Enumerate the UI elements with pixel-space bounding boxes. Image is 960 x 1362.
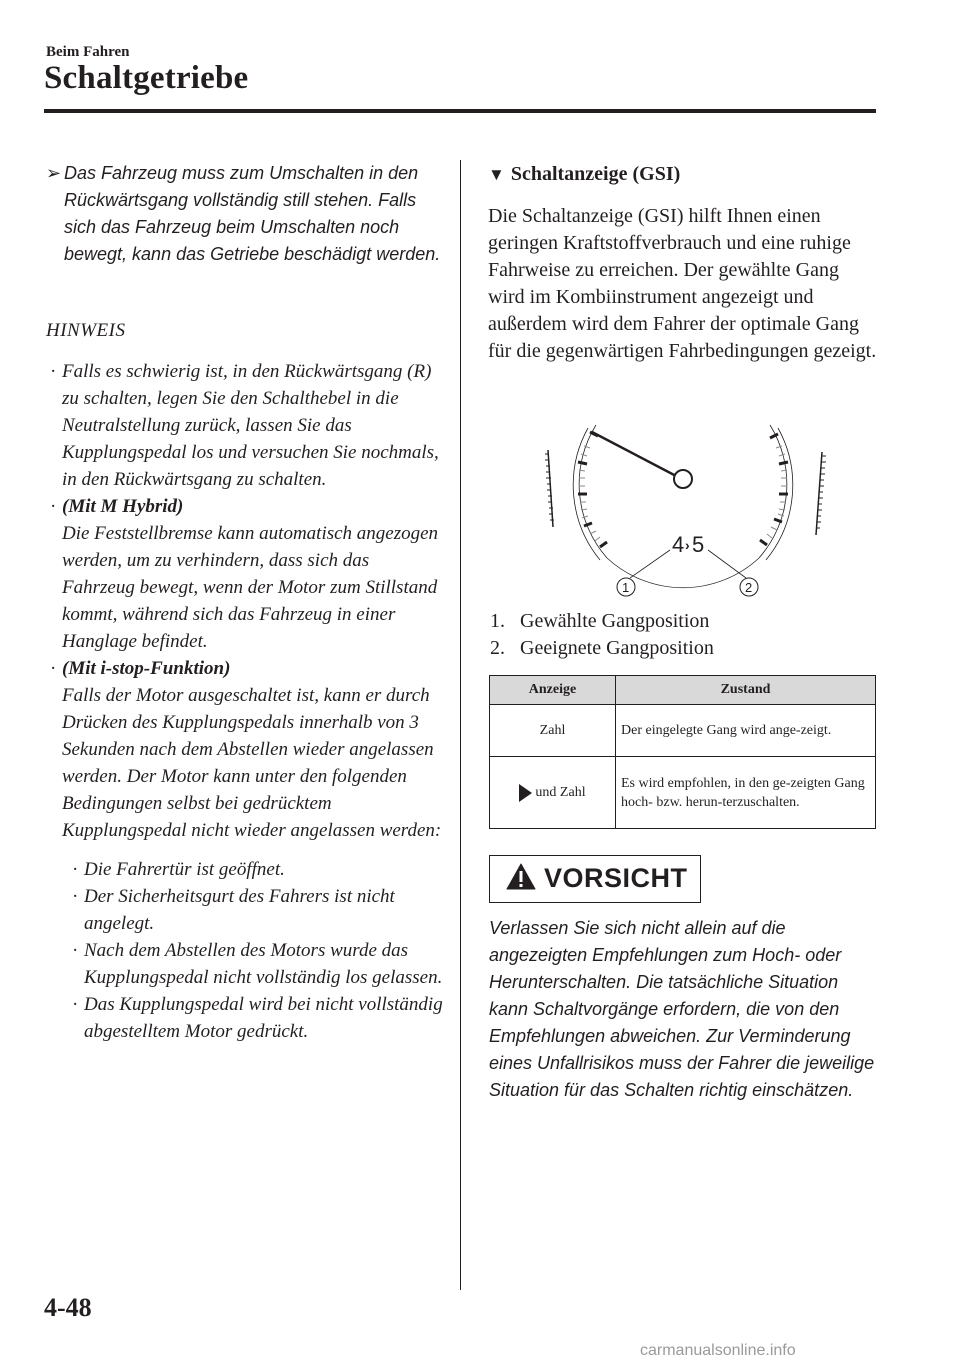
legend-label: Gewählte Gangposition — [520, 610, 710, 632]
gauge-svg — [520, 410, 850, 605]
condition-item-text: Das Kupplungspedal wird bei nicht vollständig abgestelltem Motor gedrückt. — [84, 994, 443, 1042]
warning-note-text: Das Fahrzeug muss zum Umschalten in den Rückwärtsgang vollständig still stehen. Falls sich das Fahrzeug beim Umschalten noch bewegt, kann das Getriebe beschädigt werden. — [64, 163, 441, 264]
table-cell: Es wird empfohlen, in den ge-zeigten Gang hoch- bzw. herun-terzuschalten. — [616, 757, 876, 829]
outer-scale-left — [545, 450, 554, 527]
hinweis-item-lead: (Mit M Hybrid) — [62, 496, 184, 517]
triangle-down-icon: ▼ — [488, 165, 505, 184]
condition-item: · Nach dem Abstellen des Motors wurde das Kupplungspedal nicht vollständig los gelassen. — [72, 940, 443, 988]
play-triangle-icon — [519, 784, 532, 802]
condition-item: · Das Kupplungspedal wird bei nicht vollständig abgestelltem Motor gedrückt. — [72, 994, 443, 1042]
column-divider — [460, 160, 461, 1290]
table-header: Anzeige — [490, 676, 616, 705]
hinweis-item-lead: (Mit i-stop-Funktion) — [62, 658, 231, 679]
watermark: carmanualsonline.info — [640, 1342, 796, 1359]
gauge-illustration — [520, 410, 850, 610]
table-cell: Zahl — [490, 705, 616, 757]
hinweis-heading: HINWEIS — [46, 320, 126, 341]
condition-item-text: Nach dem Abstellen des Motors wurde das Kupplungspedal nicht vollständig los gelassen. — [84, 940, 443, 988]
warning-triangle-icon — [506, 863, 536, 891]
hinweis-list — [46, 358, 446, 1045]
table-header-row — [490, 676, 876, 705]
arrow-right-icon: ➢ — [46, 163, 62, 183]
legend-number: 1. — [490, 610, 505, 632]
page-number: 4-48 — [44, 1293, 92, 1322]
hinweis-item-text: Falls es schwierig ist, in den Rückwärtsgang (R) zu schalten, legen Sie den Schalthebel in die Neutralstellung zurück, lassen Sie das Kupplungspedal los und versuchen Sie nochmals, in den Rückwärtsgang zu schalten. — [62, 361, 439, 490]
legend-item — [490, 635, 714, 662]
gsi-heading-text: Schaltanzeige (GSI) — [510, 163, 681, 185]
callout-line-2 — [708, 550, 746, 578]
callout-line-1 — [630, 550, 670, 578]
dial-arc-right-outer — [759, 425, 787, 558]
hinweis-item-text: Falls der Motor ausgeschaltet ist, kann er durch Drücken des Kupplungspedals innerhalb von 3 Sekunden nach dem Abstellen wieder angelassen werden. Der Motor kann unter den folgenden Bedingungen selbst bei gedrücktem Kupplungspedal nicht wieder angelassen werden: — [62, 685, 442, 841]
current-gear-digit: 4 — [672, 532, 685, 557]
outer-scale-right — [816, 452, 826, 535]
table-row — [490, 705, 876, 757]
hinweis-item: · Falls es schwierig ist, in den Rückwärtsgang (R) zu schalten, legen Sie den Schalthebel in die Neutralstellung zurück, lassen Sie das Kupplungspedal los und versuchen Sie nochmals, in den Rückwärtsgang zu schalten. — [50, 361, 439, 490]
condition-list — [68, 856, 446, 1045]
warning-note — [46, 160, 446, 268]
figure-legend — [490, 608, 714, 662]
condition-item-text: Der Sicherheitsgurt des Fahrers ist nicht angelegt. — [84, 886, 395, 934]
gauge-needle — [592, 432, 678, 477]
vorsicht-body: Verlassen Sie sich nicht allein auf die angezeigten Empfehlungen zum Hoch- oder Herunterschalten. Die tatsächliche Situation kann Schaltvorgänge erfordern, die von den Empfehlungen abweichen. Zur Verminderung eines Unfallrisikos muss der Fahrer die jeweilige Situation für das Schalten richtig einschätzen. — [489, 918, 875, 1100]
gsi-heading — [488, 163, 680, 186]
condition-item: · Der Sicherheitsgurt des Fahrers ist nicht angelegt. — [72, 886, 395, 934]
table-cell: Der eingelegte Gang wird ange-zeigt. — [616, 705, 876, 757]
vorsicht-box — [489, 855, 701, 903]
shift-up-arrow: › — [685, 537, 690, 553]
hinweis-item-text: Die Feststellbremse kann automatisch angezogen werden, um zu verhindern, dass sich das Fahrzeug bewegt, wenn der Motor zum Stillstand kommt, während sich das Fahrzeug in einer Hanglage befindet. — [62, 523, 439, 652]
legend-item — [490, 608, 714, 635]
dial-major-ticks — [578, 432, 788, 547]
vorsicht-label: VORSICHT — [544, 863, 688, 893]
table-header: Zustand — [616, 676, 876, 705]
hinweis-item: · (Mit M Hybrid) Die Feststellbremse kann automatisch angezogen werden, um zu verhindern, dass sich das Fahrzeug bewegt, wenn der Motor zum Stillstand kommt, während sich das Fahrzeug in einer Hanglage befindet. — [50, 496, 439, 652]
table-cell-text: und Zahl — [535, 785, 586, 800]
dial-arc-left-outer — [579, 425, 607, 558]
suggested-gear-digit: 5 — [692, 532, 705, 557]
callout-label-1: 1 — [622, 580, 630, 595]
dial-minor-ticks — [579, 446, 787, 541]
gsi-body: Die Schaltanzeige (GSI) hilft Ihnen einen geringen Kraftstoffverbrauch und eine ruhige Fahrweise zu erreichen. Der gewählte Gang wird im Kombiinstrument angezeigt und außerdem wird dem Fahrer der optimale Gang für die gegenwärtigen Fahrbedingungen gezeigt. — [488, 205, 877, 362]
legend-label: Geeignete Gangposition — [520, 637, 714, 659]
table-cell — [490, 757, 616, 829]
legend-number: 2. — [490, 637, 505, 659]
section-label: Beim Fahren — [46, 44, 130, 60]
callout-label-2: 2 — [745, 580, 753, 595]
page-title: Schaltgetriebe — [44, 60, 249, 96]
gsi-table — [489, 675, 876, 829]
condition-item-text: Die Fahrertür ist geöffnet. — [84, 859, 285, 880]
hinweis-item: · (Mit i-stop-Funktion) Falls der Motor ausgeschaltet ist, kann er durch Drücken des Kupplungspedals innerhalb von 3 Sekunden nach dem Abstellen wieder angelassen werden. Der Motor kann unter den folgenden Bedingungen selbst bei gedrücktem Kupplungspedal nicht wieder angelassen werden: — [50, 658, 442, 841]
table-row — [490, 757, 876, 829]
needle-hub — [674, 470, 692, 488]
condition-item: · Die Fahrertür ist geöffnet. — [72, 859, 285, 880]
title-rule — [44, 109, 876, 113]
